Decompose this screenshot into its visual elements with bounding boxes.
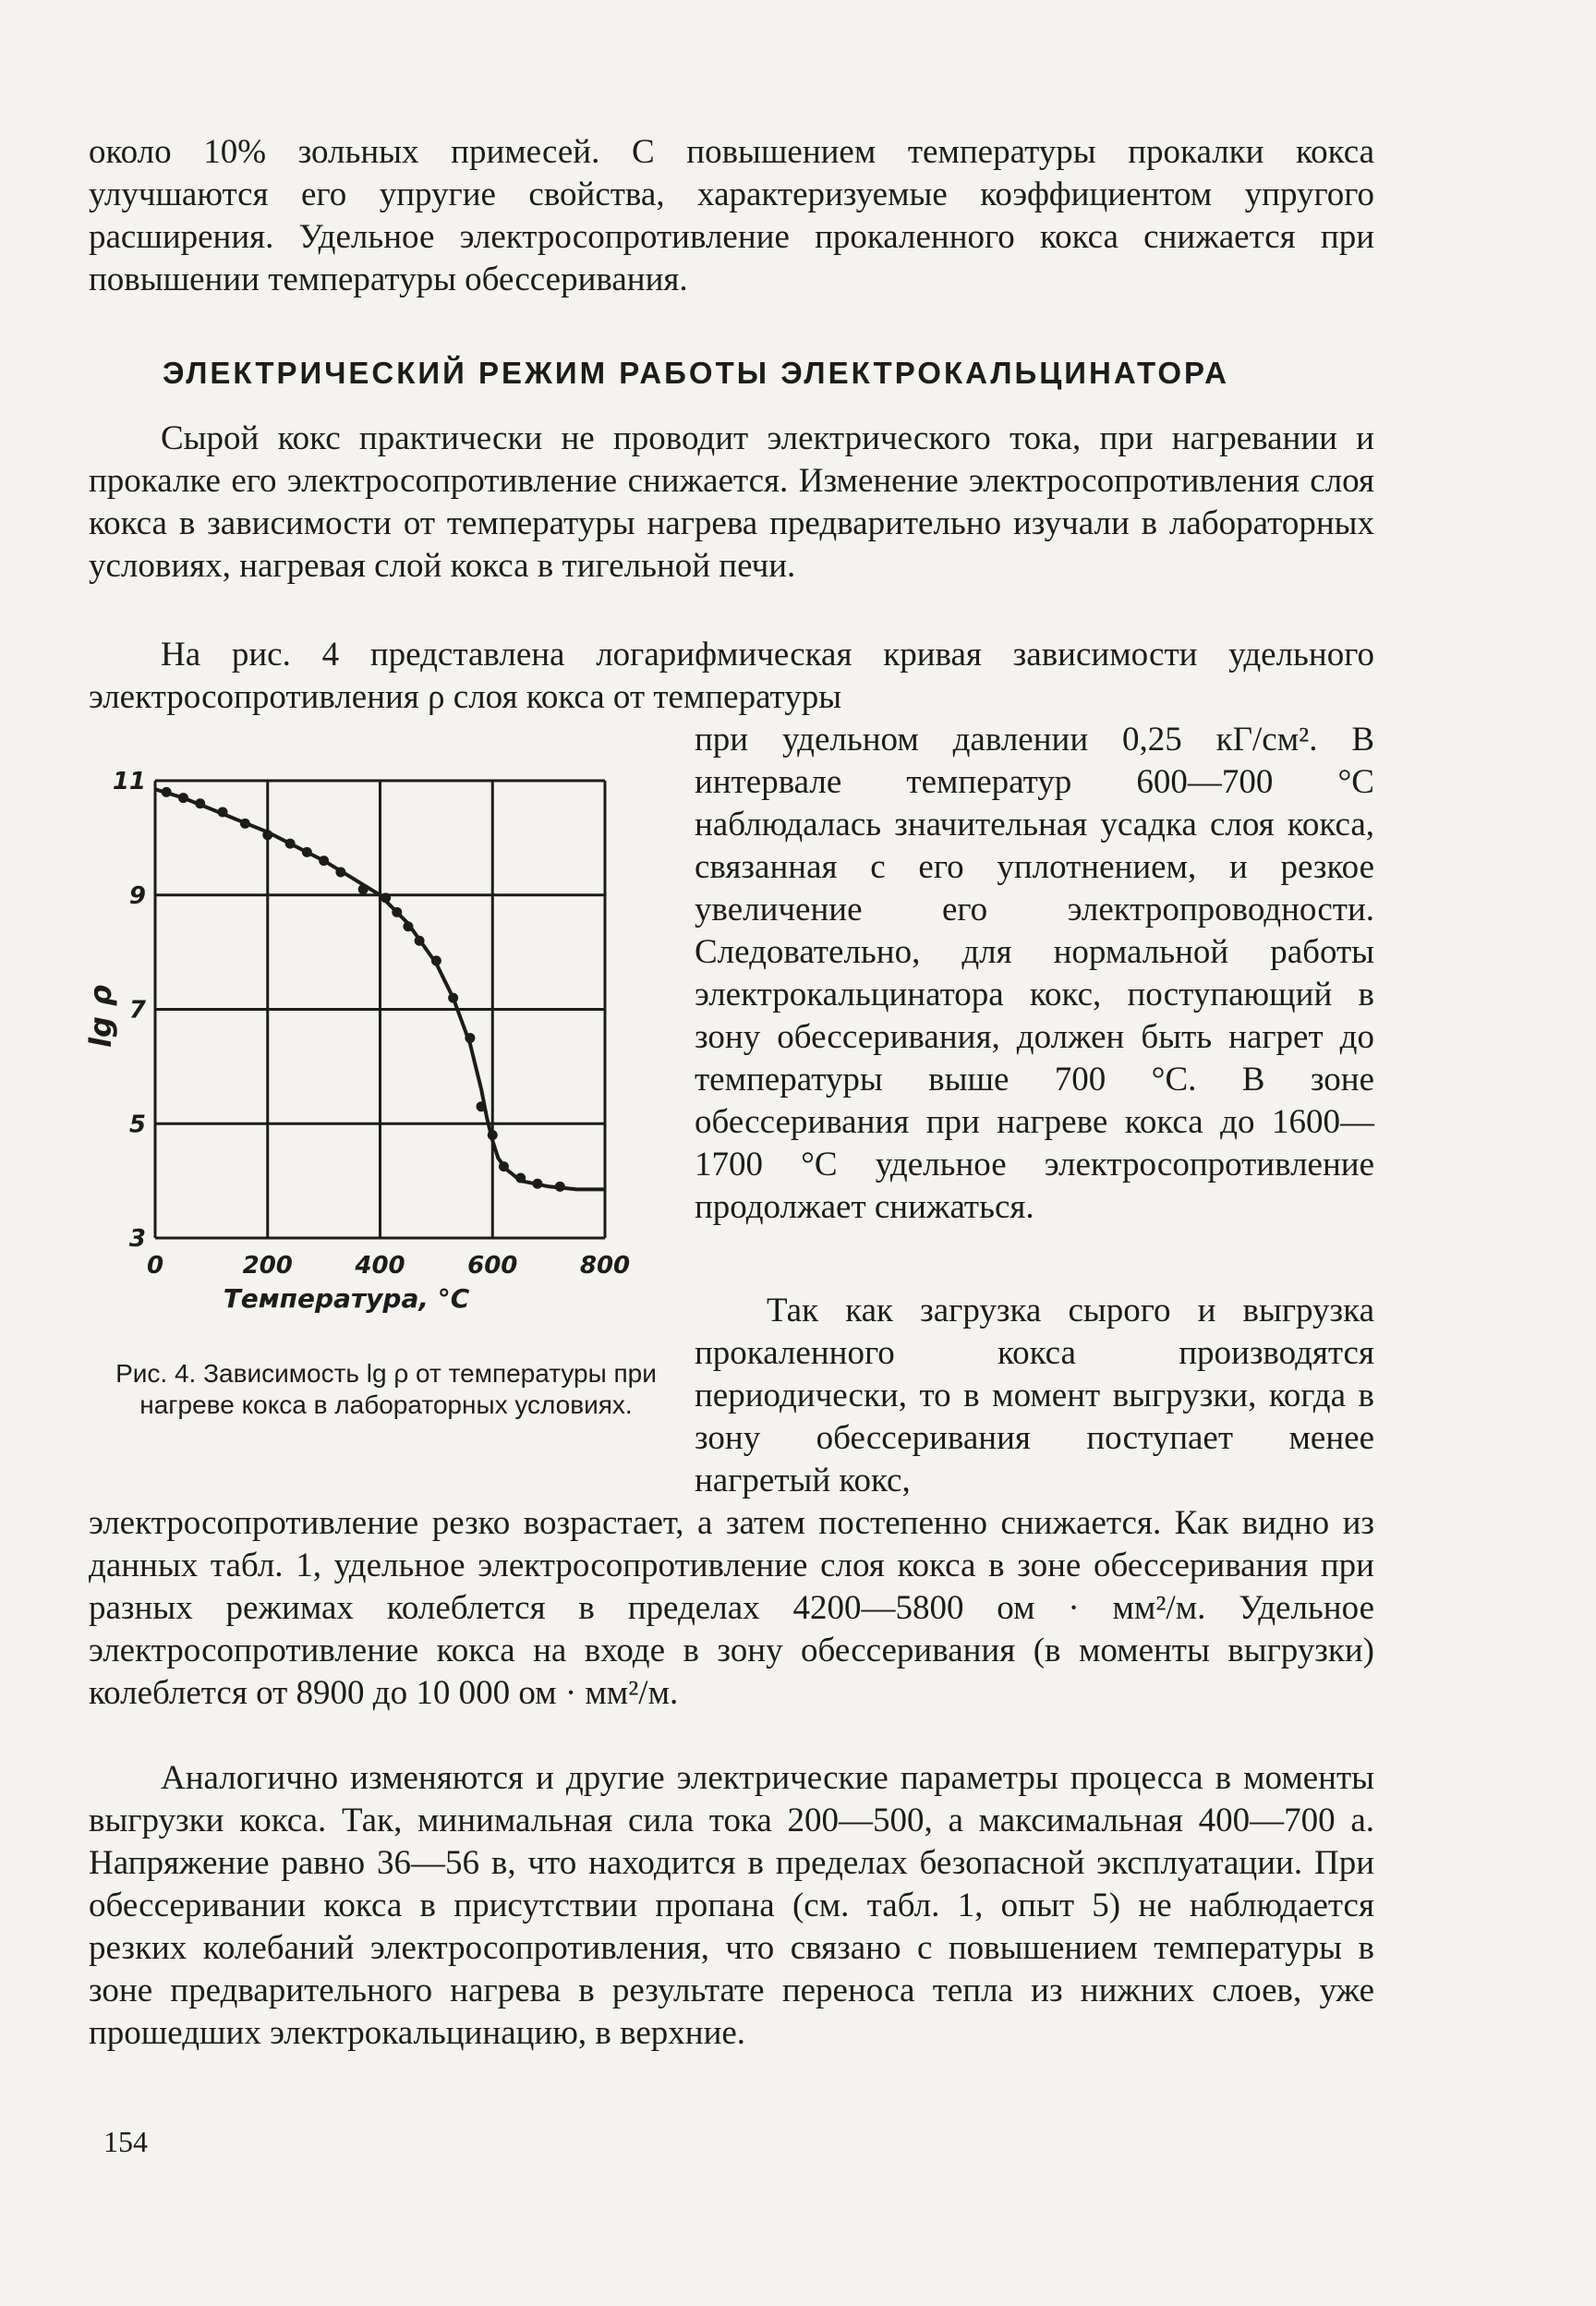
paragraph-2-side: при удельном давлении 0,25 кГ/см². В интервале температур 600—700 °C наблюдалась значительная усадка слоя кокса, связанная с его уплотнением, и резкое увеличение его электропроводности. Следовательно, для нормальной работы электрокальцинатора кокс, поступающий в зону обессеривания, должен быть нагрет до температуры выше 700 °C. В зоне обессеривания при нагреве кокса до 1600—1700 °C удельное электросопротивление продолжает снижаться. [695, 721, 1374, 1226]
data-point [319, 856, 329, 866]
data-point [515, 1173, 526, 1183]
x-tick-label: 200 [242, 1252, 293, 1280]
x-tick-label: 400 [355, 1252, 405, 1280]
y-axis-label: lg ρ [83, 985, 118, 1048]
paragraph-1: Сырой кокс практически не проводит электрического тока, при нагревании и прокалке его электросопротивление снижается. Изменение электросопротивления слоя кокса в зависимости от температуры нагрева предварительно изучали в лабораторных условиях, нагревая слой кокса в тигельной печи. [89, 419, 1374, 585]
figure-caption: Рис. 4. Зависимость lg ρ от температуры при нагреве кокса в лабораторных условиях. [115, 1359, 657, 1419]
data-point [465, 1033, 475, 1043]
data-point [302, 847, 312, 857]
data-point [262, 830, 272, 840]
y-tick-label: 5 [128, 1111, 146, 1139]
data-point [477, 1101, 487, 1111]
data-point [415, 936, 425, 946]
chart-grid [155, 781, 605, 1238]
data-point [162, 787, 172, 797]
data-point [218, 807, 228, 818]
x-axis-label: Температура, °C [223, 1283, 470, 1314]
data-point [488, 1130, 498, 1140]
data-point [285, 839, 296, 849]
paragraph-4: Аналогично изменяются и другие электрические параметры процесса в моменты выгрузки кокса. Так, минимальная сила тока 200—500, а максимальная 400—700 а. Напряжение равно 36—56 в, что находится в пределах безопасной эксплуатации. При обессеривании кокса в присутствии пропана (см. табл. 1, опыт 5) не наблюдается резких колебаний электросопротивления, что связано с повышением температуры в зоне предварительного нагрева в результате переноса тепла из нижних слоев, уже прошедших электрокальцинацию, в верхние. [89, 1759, 1374, 2052]
data-point [358, 884, 369, 894]
data-point [431, 955, 441, 965]
y-tick-label: 11 [112, 768, 146, 795]
figure-4-chart [83, 758, 647, 1349]
data-point [499, 1161, 509, 1171]
y-tick-label: 9 [128, 881, 146, 910]
data-point [195, 798, 205, 808]
data-point [392, 907, 402, 917]
paragraph-3-bottom: электросопротивление резко возрастает, а затем постепенно снижается. Как видно из данных табл. 1, удельное электросопротивление слоя кокса в зоне обессеривания при разных режимах колеблется в пределах 4200—5800 ом · мм²/м. Удельное электросопротивление кокса на входе в зону обессеривания (в моменты выгрузки) колеблется от 8900 до 10 000 ом · мм²/м. [89, 1504, 1374, 1712]
data-point [532, 1179, 542, 1189]
data-point [240, 819, 250, 829]
data-points [162, 787, 565, 1192]
section-heading: ЭЛЕКТРИЧЕСКИЙ РЕЖИМ РАБОТЫ ЭЛЕКТРОКАЛЬЦИНАТОРА [163, 356, 1229, 390]
data-point [448, 993, 458, 1003]
page-number: 154 [103, 2125, 148, 2158]
y-tick-label: 3 [128, 1225, 146, 1253]
intro-paragraph: около 10% зольных примесей. С повышением температуры прокалки кокса улучшаются его упругие свойства, характеризуемые коэффициентом упругого расширения. Удельное электросопротивление прокаленного кокса снижается при повышении температуры обессеривания. [89, 133, 1374, 298]
x-tick-label: 0 [146, 1252, 164, 1280]
y-tick-label: 7 [128, 996, 146, 1025]
x-tick-labels [147, 1252, 630, 1280]
data-point [178, 793, 188, 803]
data-point [555, 1182, 565, 1192]
paragraph-2-top: На рис. 4 представлена логарифмическая кривая зависимости удельного электросопротивления ρ слоя кокса от температуры [89, 636, 1374, 716]
data-point [403, 921, 413, 931]
x-tick-label: 600 [467, 1252, 518, 1280]
data-point [335, 868, 345, 878]
x-tick-label: 800 [579, 1252, 631, 1280]
paragraph-3-side: Так как загрузка сырого и выгрузка прокаленного кокса производятся периодически, то в момент выгрузки, когда в зону обессеривания поступает менее нагретый кокс, [695, 1292, 1374, 1499]
data-point [381, 892, 391, 903]
